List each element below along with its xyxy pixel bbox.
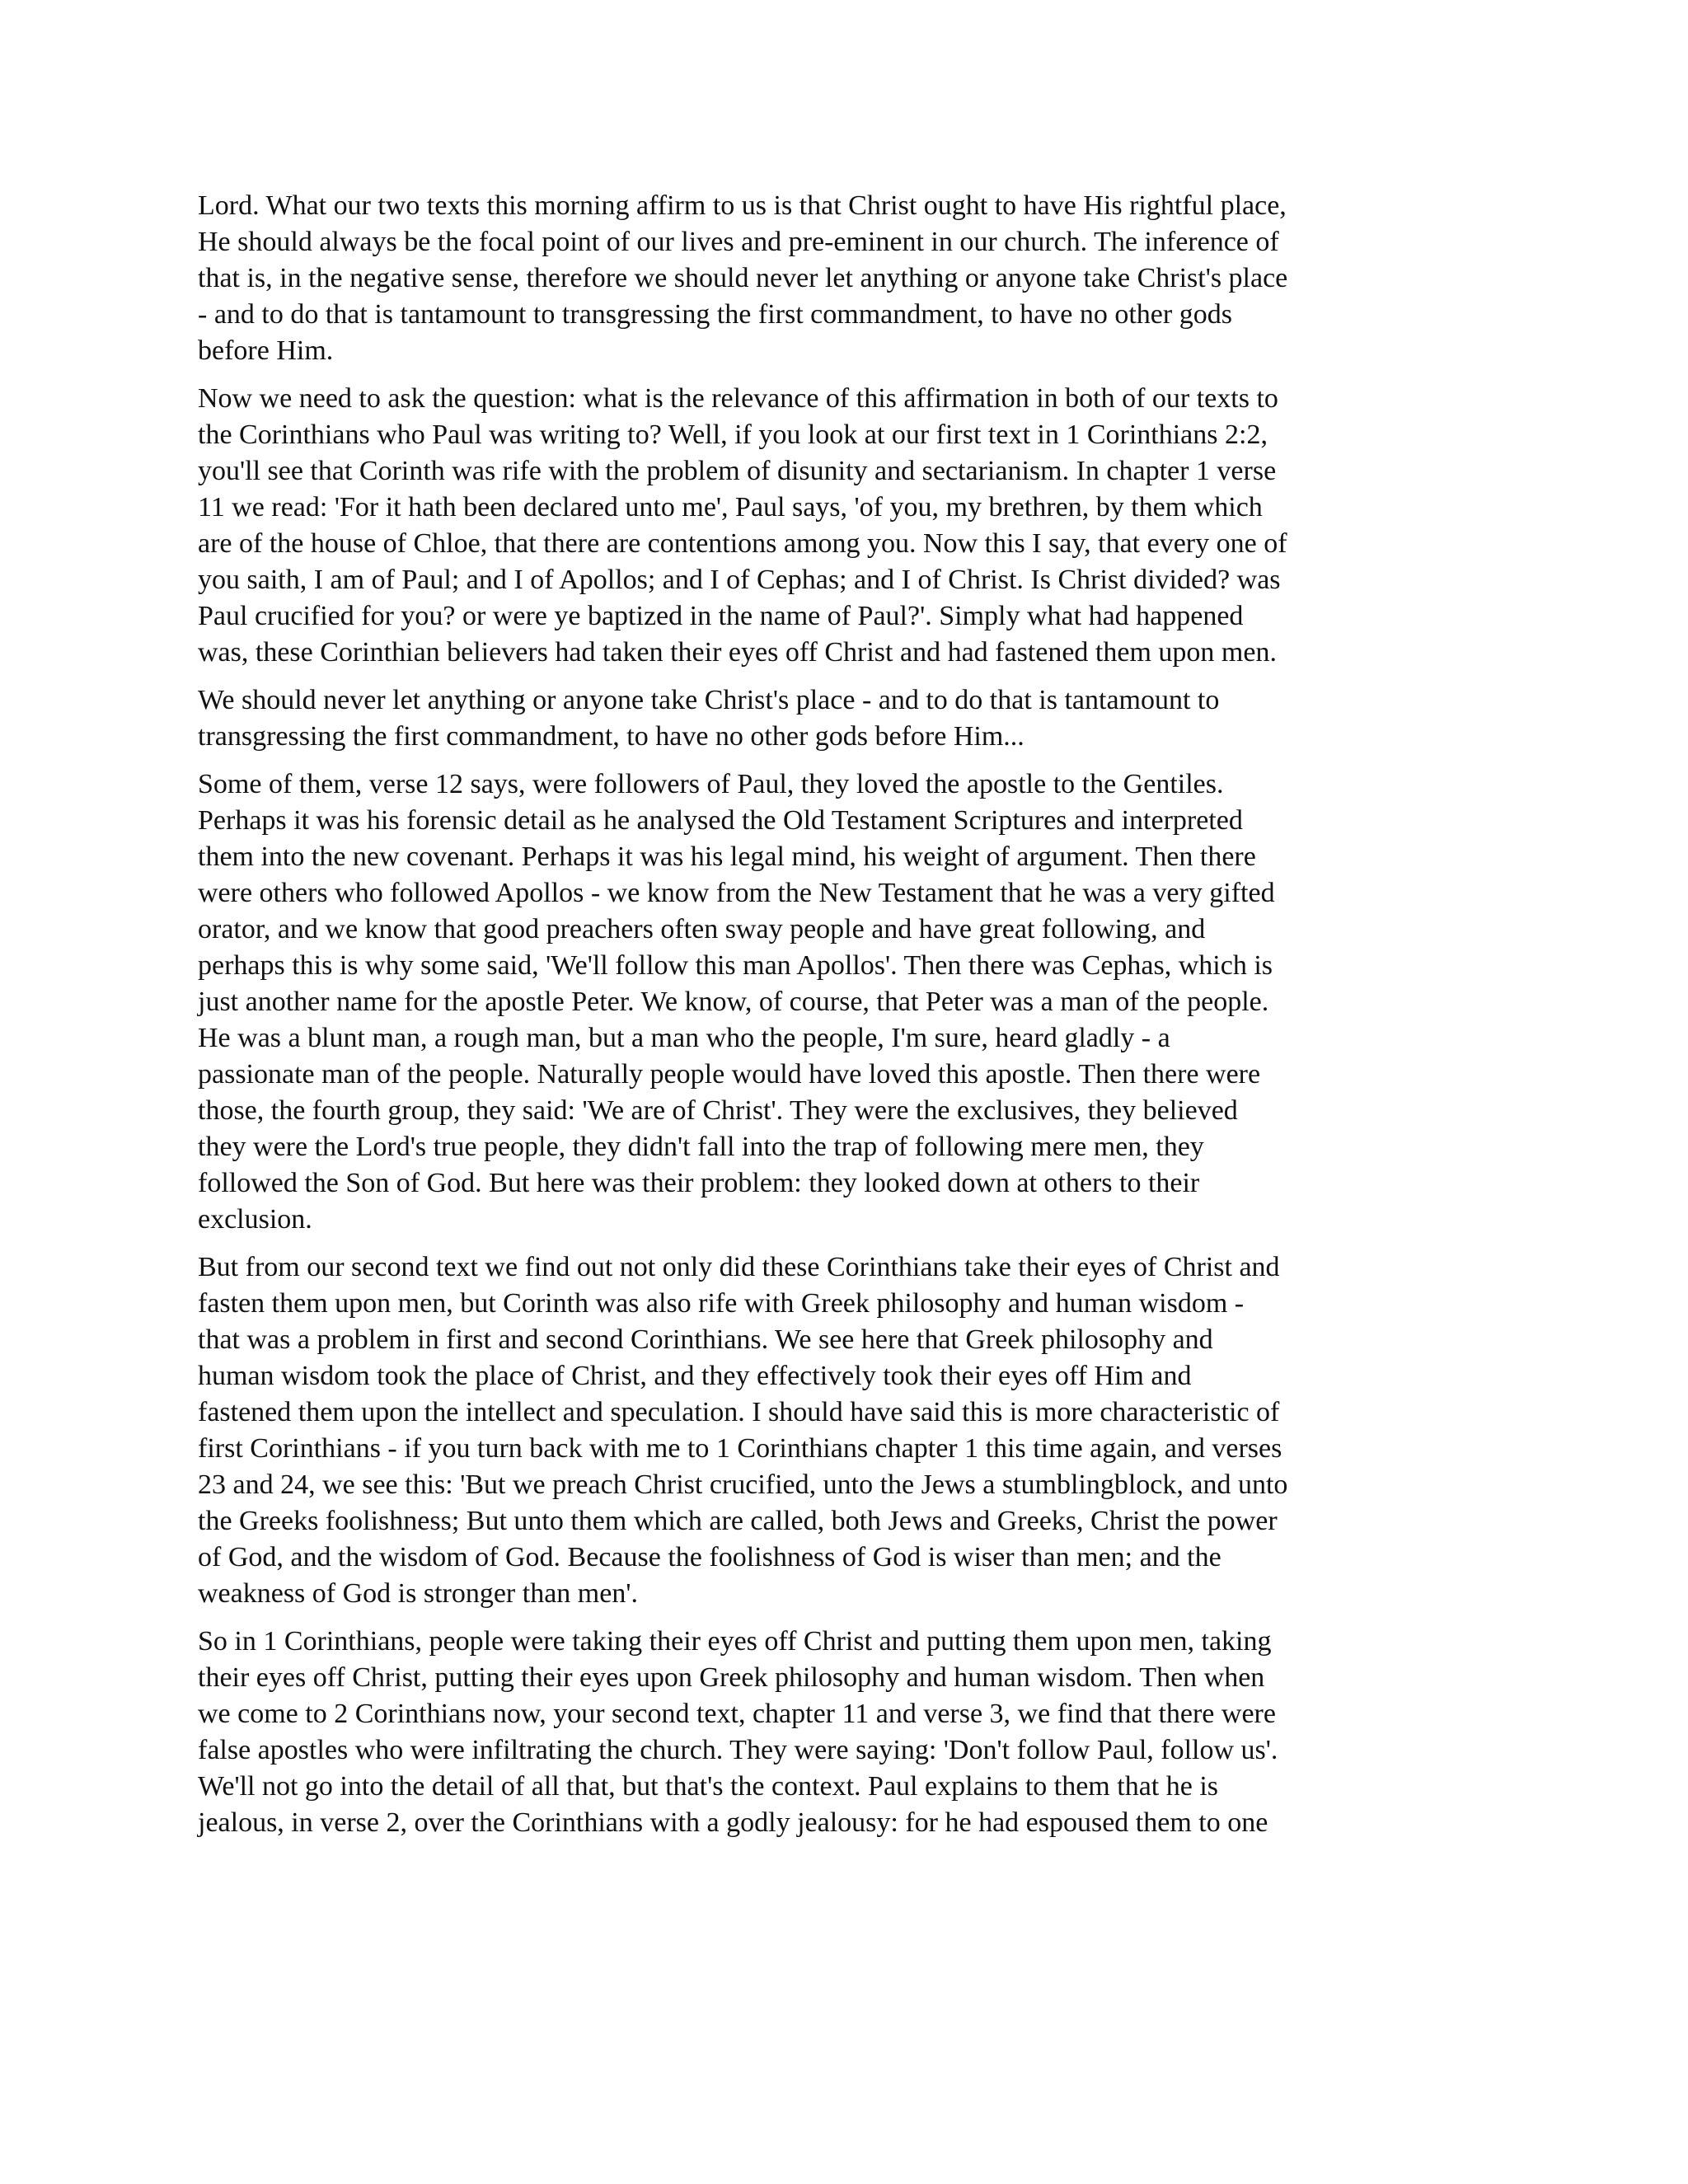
paragraph-2 xyxy=(198,381,1467,671)
text-line: before Him. xyxy=(198,335,334,366)
text-line: We should never let anything or anyone take Christ's place - and to do that is tantamount to xyxy=(198,685,1220,715)
text-line: them into the new covenant. Perhaps it was his legal mind, his weight of argument. Then there xyxy=(198,841,1256,872)
text-line: transgressing the first commandment, to have no other gods before Him... xyxy=(198,721,1025,752)
text-line: of God, and the wisdom of God. Because the foolishness of God is wiser than men; and the xyxy=(198,1542,1221,1572)
text-line: He was a blunt man, a rough man, but a man who the people, I'm sure, heard gladly - a xyxy=(198,1023,1170,1053)
text-line: 23 and 24, we see this: 'But we preach Christ crucified, unto the Jews a stumblingblock, and unto xyxy=(198,1469,1288,1500)
text-line: false apostles who were infiltrating the church. They were saying: 'Don't follow Paul, follow us'. xyxy=(198,1735,1278,1765)
body-text xyxy=(198,188,1467,1853)
text-line: fasten them upon men, but Corinth was also rife with Greek philosophy and human wisdom - xyxy=(198,1288,1245,1319)
text-line: So in 1 Corinthians, people were taking their eyes off Christ and putting them upon men, taking xyxy=(198,1626,1272,1657)
text-line: perhaps this is why some said, 'We'll follow this man Apollos'. Then there was Cephas, which is xyxy=(198,950,1273,981)
text-line: are of the house of Chloe, that there are contentions among you. Now this I say, that every one of xyxy=(198,528,1287,559)
text-line: fastened them upon the intellect and speculation. I should have said this is more characteristic of xyxy=(198,1397,1280,1427)
paragraph-1 xyxy=(198,188,1467,369)
text-line: orator, and we know that good preachers often sway people and have great following, and xyxy=(198,914,1206,944)
paragraph-3 xyxy=(198,682,1467,755)
text-line: first Corinthians - if you turn back with me to 1 Corinthians chapter 1 this time again, and verses xyxy=(198,1433,1282,1464)
text-line: that is, in the negative sense, therefore we should never let anything or anyone take Christ's place xyxy=(198,263,1288,293)
text-line: Perhaps it was his forensic detail as he analysed the Old Testament Scriptures and interpreted xyxy=(198,805,1243,836)
paragraph-6 xyxy=(198,1624,1467,1841)
text-line: Paul crucified for you? or were ye baptized in the name of Paul?'. Simply what had happened xyxy=(198,601,1244,631)
text-line: 11 we read: 'For it hath been declared unto me', Paul says, 'of you, my brethren, by them which xyxy=(198,492,1263,523)
text-line: Lord. What our two texts this morning affirm to us is that Christ ought to have His rightful place, xyxy=(198,190,1287,221)
text-line: they were the Lord's true people, they didn't fall into the trap of following mere men, they xyxy=(198,1132,1204,1162)
text-line: But from our second text we find out not only did these Corinthians take their eyes of Christ and xyxy=(198,1252,1280,1282)
text-line: the Corinthians who Paul was writing to? Well, if you look at our first text in 1 Corinthians 2:2, xyxy=(198,419,1268,450)
text-line: were others who followed Apollos - we know from the New Testament that he was a very gifted xyxy=(198,878,1275,908)
text-line: jealous, in verse 2, over the Corinthians with a godly jealousy: for he had espoused them to one xyxy=(198,1807,1268,1838)
text-line: human wisdom took the place of Christ, and they effectively took their eyes off Him and xyxy=(198,1361,1192,1391)
paragraph-5 xyxy=(198,1249,1467,1612)
text-line: We'll not go into the detail of all that, but that's the context. Paul explains to them that he is xyxy=(198,1771,1218,1802)
text-line: Now we need to ask the question: what is the relevance of this affirmation in both of our texts to xyxy=(198,383,1278,414)
text-line: just another name for the apostle Peter. We know, of course, that Peter was a man of the people. xyxy=(198,987,1269,1017)
text-line: was, these Corinthian believers had taken their eyes off Christ and had fastened them upon men. xyxy=(198,637,1277,668)
text-line: exclusion. xyxy=(198,1204,312,1235)
paragraph-4 xyxy=(198,766,1467,1238)
text-line: you saith, I am of Paul; and I of Apollos; and I of Cephas; and I of Christ. Is Christ divided? was xyxy=(198,565,1281,595)
text-line: you'll see that Corinth was rife with the problem of disunity and sectarianism. In chapter 1 verse xyxy=(198,456,1277,486)
text-line: - and to do that is tantamount to transgressing the first commandment, to have no other gods xyxy=(198,299,1232,330)
text-line: weakness of God is stronger than men'. xyxy=(198,1578,638,1609)
text-line: those, the fourth group, they said: 'We are of Christ'. They were the exclusives, they believed xyxy=(198,1095,1238,1126)
text-line: passionate man of the people. Naturally people would have loved this apostle. Then there were xyxy=(198,1059,1261,1090)
text-line: Some of them, verse 12 says, were followers of Paul, they loved the apostle to the Gentiles. xyxy=(198,769,1224,799)
text-line: the Greeks foolishness; But unto them which are called, both Jews and Greeks, Christ the power xyxy=(198,1506,1278,1536)
text-line: we come to 2 Corinthians now, your second text, chapter 11 and verse 3, we find that there were xyxy=(198,1699,1276,1729)
text-line: followed the Son of God. But here was their problem: they looked down at others to their xyxy=(198,1168,1200,1198)
text-line: He should always be the focal point of our lives and pre-eminent in our church. The inference of xyxy=(198,227,1279,257)
text-line: their eyes off Christ, putting their eyes upon Greek philosophy and human wisdom. Then when xyxy=(198,1662,1265,1693)
text-line: that was a problem in first and second Corinthians. We see here that Greek philosophy and xyxy=(198,1324,1213,1355)
